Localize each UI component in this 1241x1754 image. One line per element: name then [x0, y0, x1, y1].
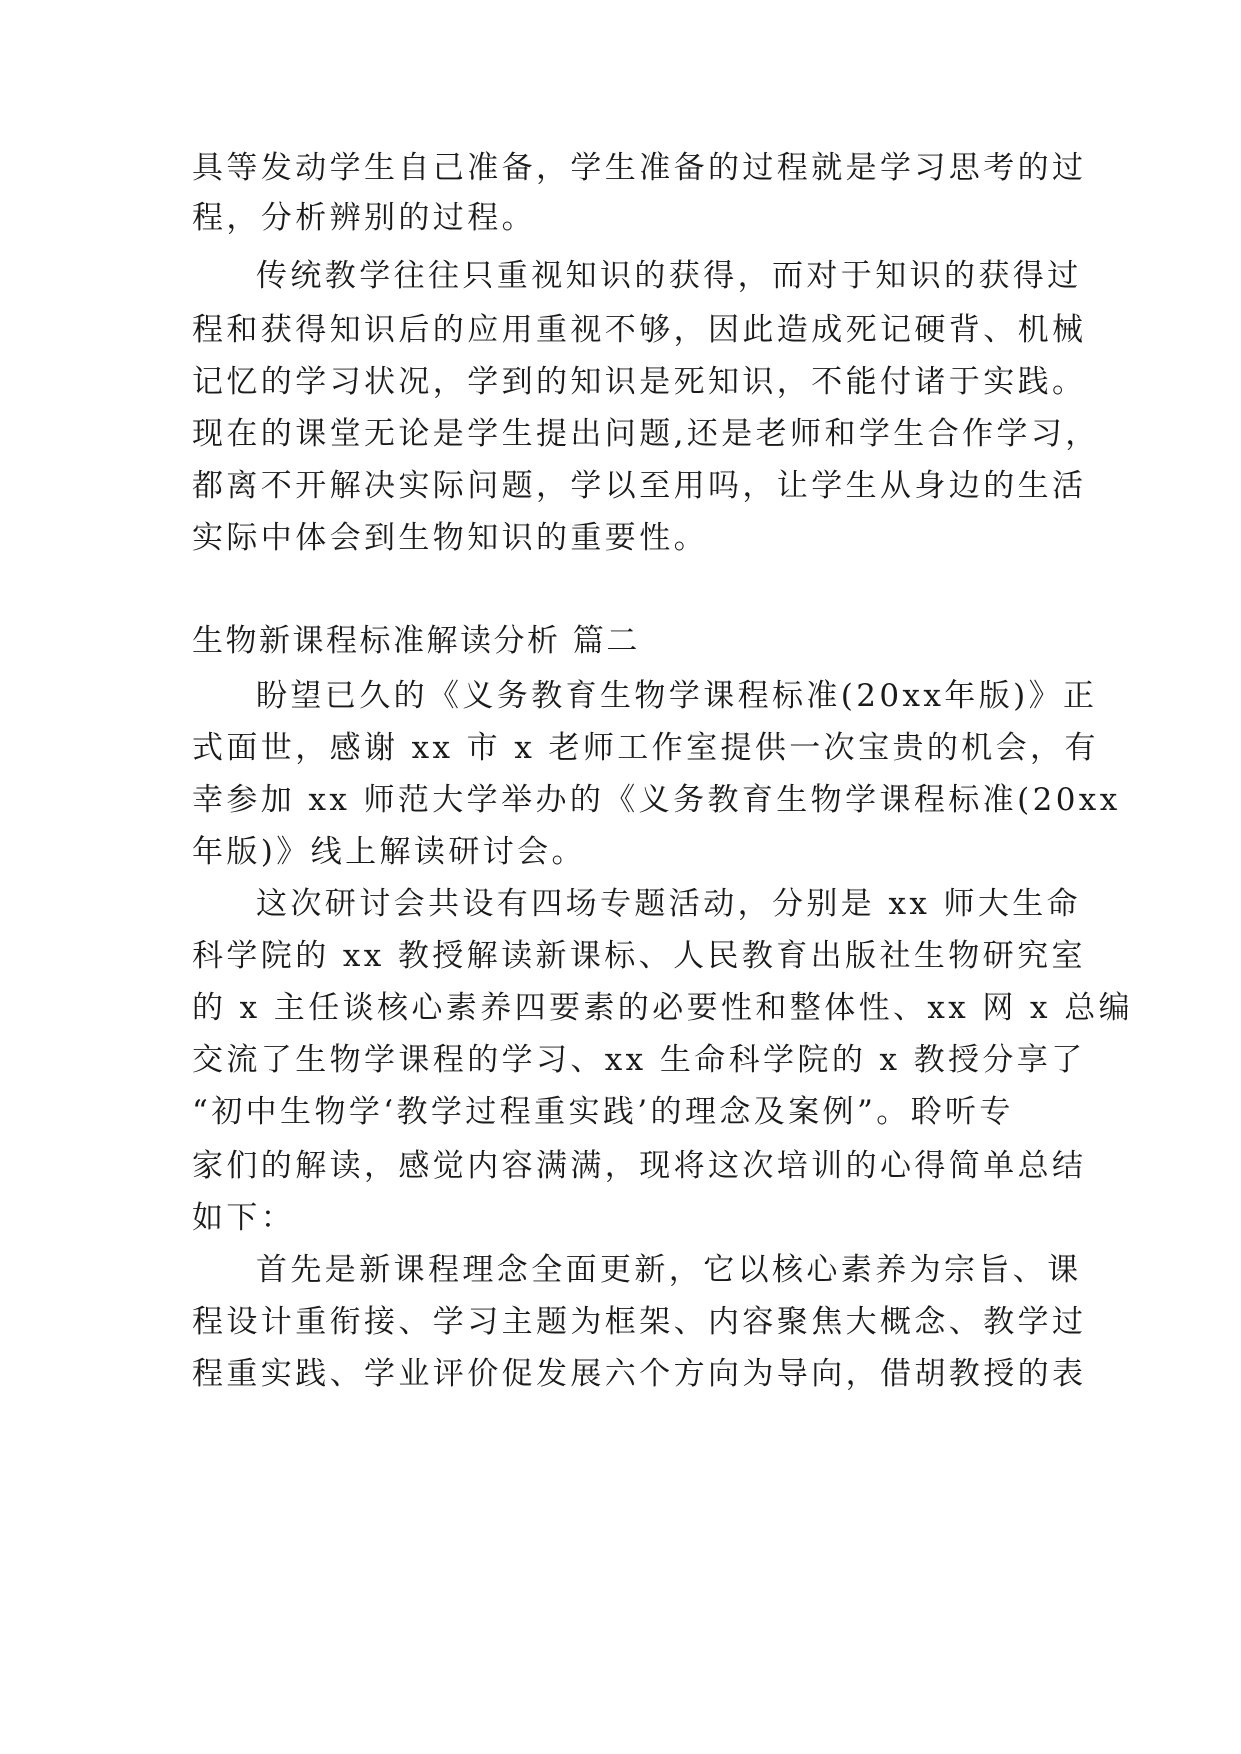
paragraph-line: 盼望已久的《义务教育生物学课程标准(20xx年版)》正 [256, 678, 1098, 714]
paragraph-line: 记忆的学习状况，学到的知识是死知识，不能付诸于实践。 [192, 364, 1087, 400]
paragraph-line: 传统教学往往只重视知识的获得，而对于知识的获得过 [256, 258, 1082, 294]
paragraph-line: 科学院的 xx 教授解读新课标、人民教育出版社生物研究室 [192, 938, 1086, 974]
paragraph-line: 如下： [192, 1200, 296, 1236]
paragraph-line: 程，分析辨别的过程。 [192, 200, 536, 236]
paragraph-line: 家们的解读，感觉内容满满，现将这次培训的心得简单总结 [192, 1148, 1087, 1184]
paragraph-line: 都离不开解决实际问题，学以至用吗，让学生从身边的生活 [192, 468, 1087, 504]
paragraph-line: 年版)》线上解读研讨会。 [192, 834, 586, 870]
paragraph-line: 现在的课堂无论是学生提出问题,还是老师和学生合作学习， [192, 416, 1100, 452]
paragraph-line: 幸参加 xx 师范大学举办的《义务教育生物学课程标准(20xx [192, 782, 1121, 818]
paragraph-line: 程设计重衔接、学习主题为框架、内容聚焦大概念、教学过 [192, 1304, 1087, 1340]
paragraph-line: 程和获得知识后的应用重视不够，因此造成死记硬背、机械 [192, 312, 1087, 348]
paragraph-line: 交流了生物学课程的学习、xx 生命科学院的 x 教授分享了 [192, 1042, 1086, 1078]
paragraph-line: “初中生物学‘教学过程重实践’的理念及案例”。聆听专 [192, 1094, 1014, 1130]
section-title: 生物新课程标准解读分析 篇二 [192, 623, 640, 659]
paragraph-line: 首先是新课程理念全面更新，它以核心素养为宗旨、课 [256, 1252, 1082, 1288]
paragraph-line: 式面世，感谢 xx 市 x 老师工作室提供一次宝贵的机会，有 [192, 730, 1099, 766]
paragraph-line: 具等发动学生自己准备，学生准备的过程就是学习思考的过 [192, 150, 1087, 186]
paragraph-line: 的 x 主任谈核心素养四要素的必要性和整体性、xx 网 x 总编 [192, 990, 1133, 1026]
paragraph-line: 程重实践、学业评价促发展六个方向为导向，借胡教授的表 [192, 1356, 1087, 1392]
paragraph-line: 这次研讨会共设有四场专题活动，分别是 xx 师大生命 [256, 886, 1082, 922]
paragraph-line: 实际中体会到生物知识的重要性。 [192, 520, 708, 556]
